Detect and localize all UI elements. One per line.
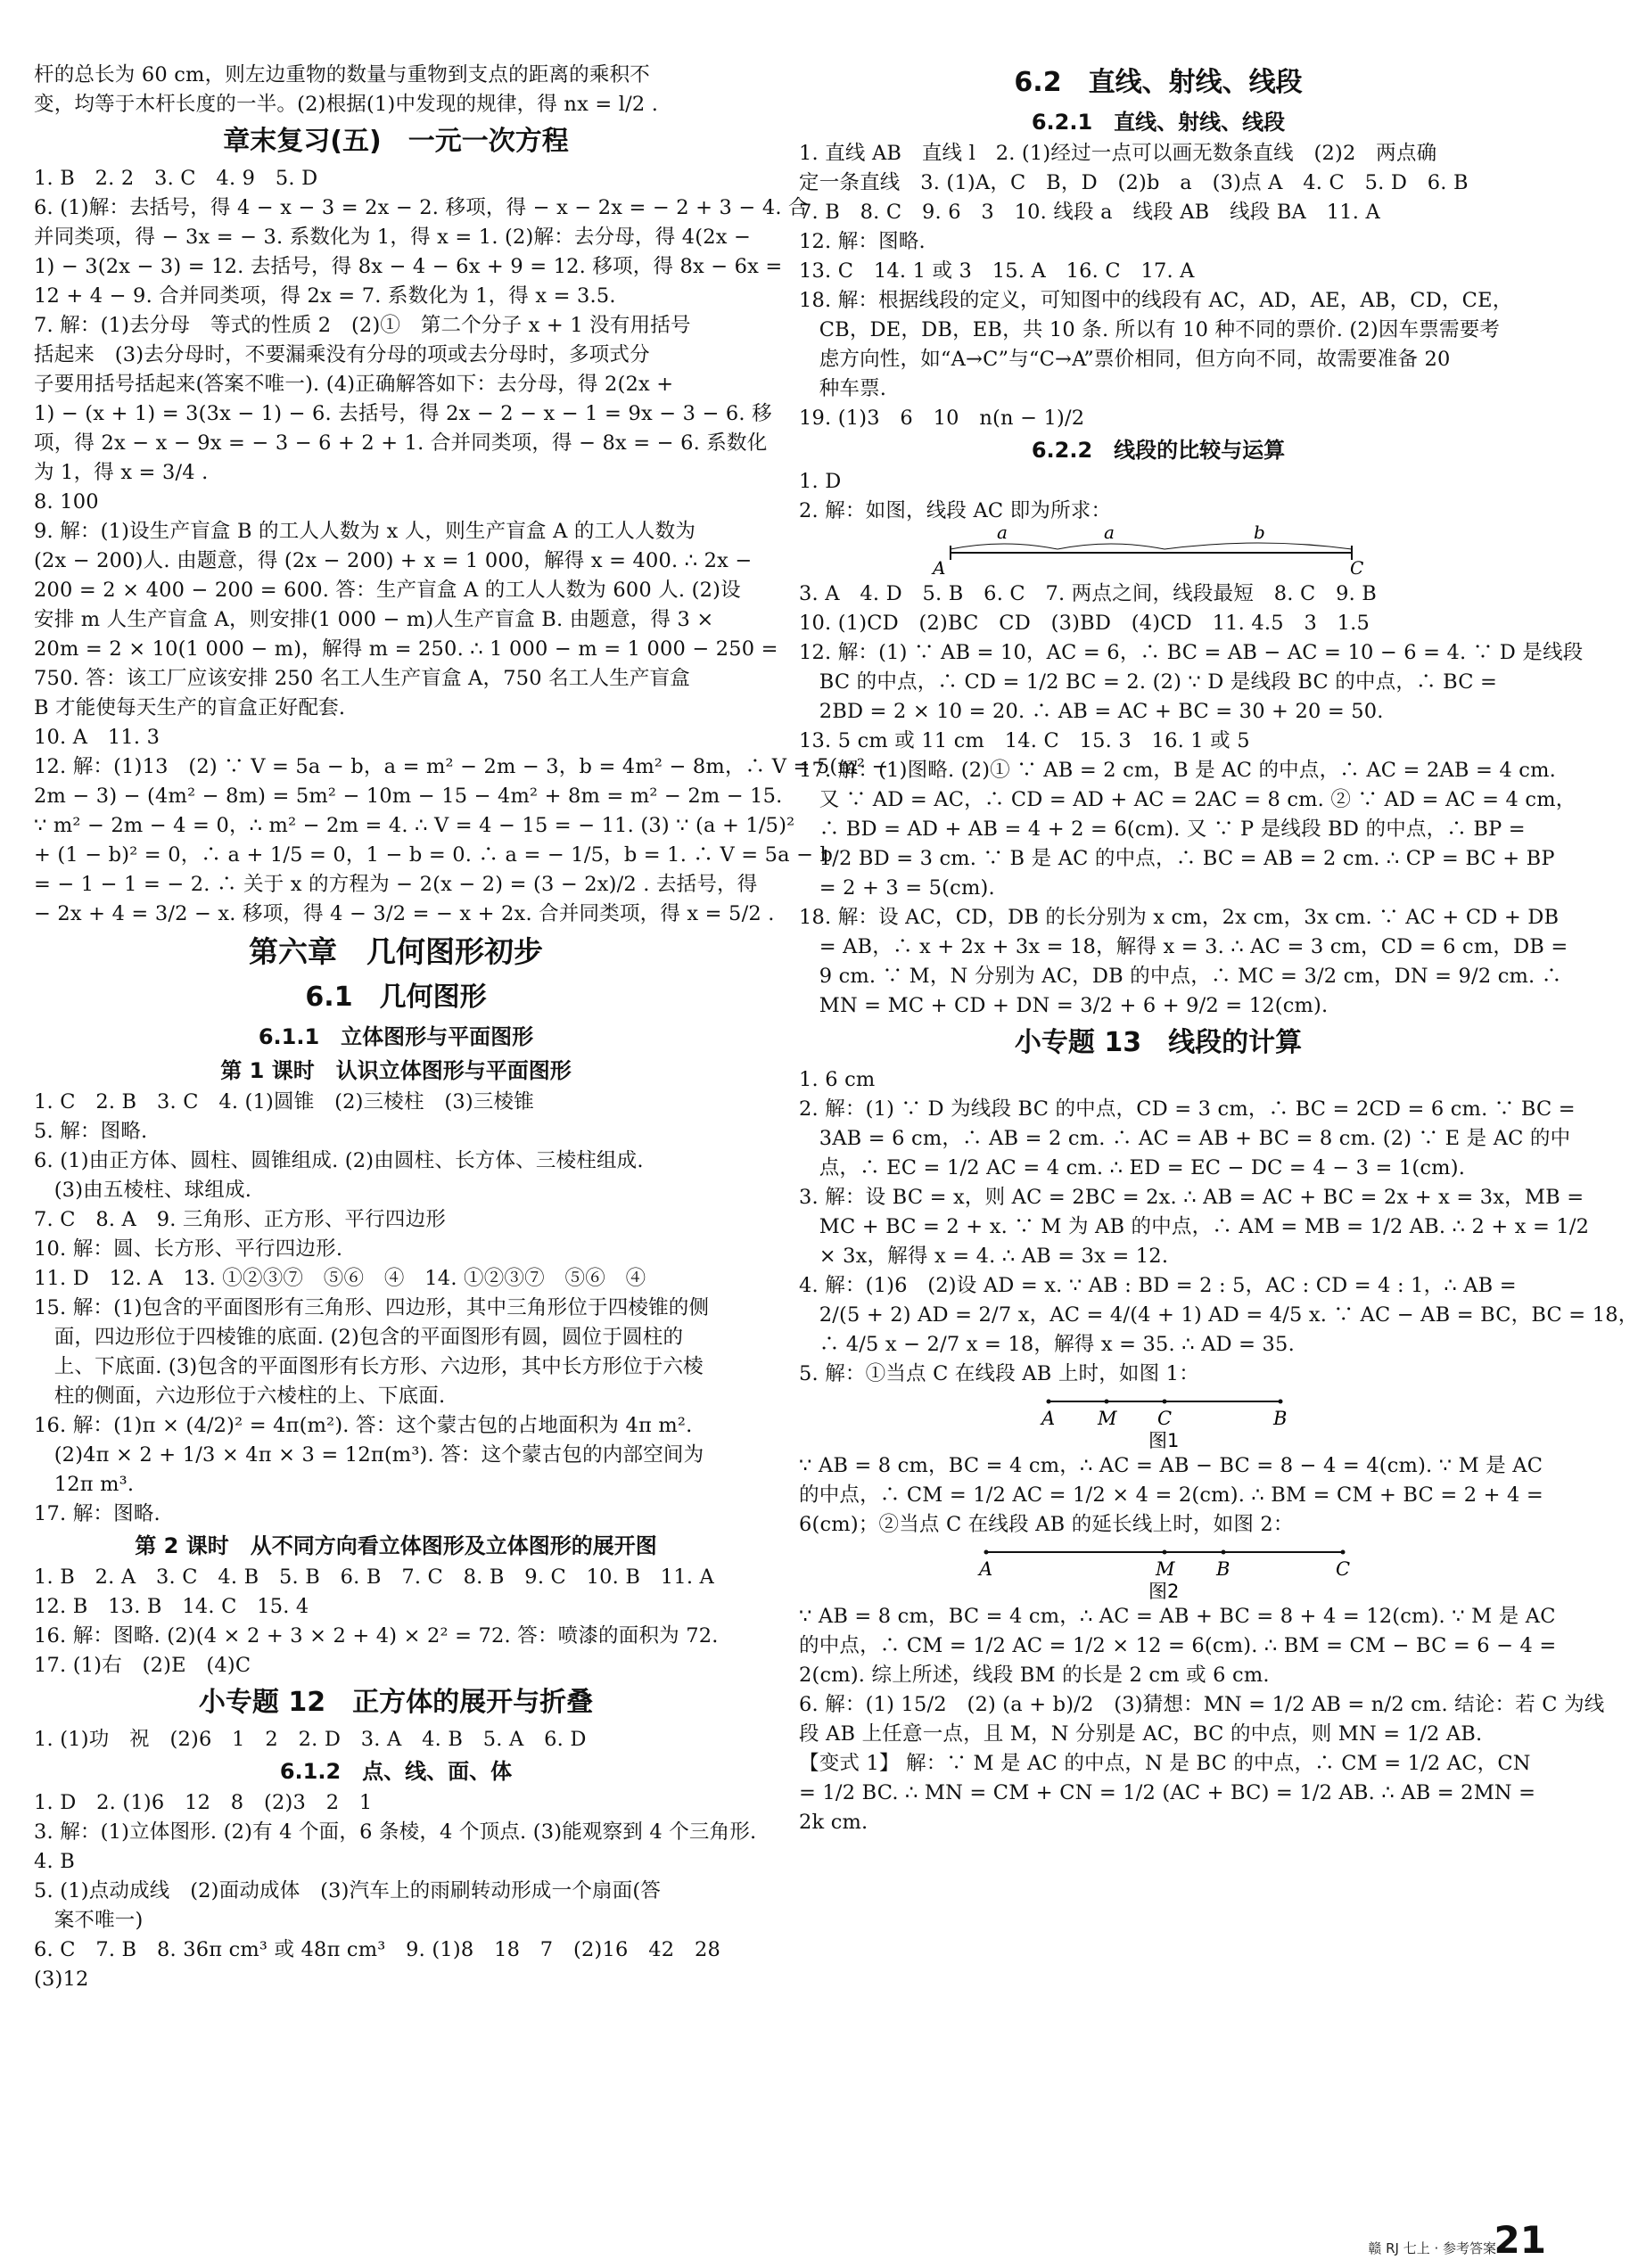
- text-line: 上、下底面. (3)包含的平面图形有长方形、六边形，其中长方形位于六棱: [34, 1355, 704, 1378]
- topic-13-block-c: [799, 1602, 1605, 1837]
- fig2-caption: 图2: [1148, 1581, 1180, 1602]
- text-line: 8. 100: [34, 490, 99, 514]
- label-length-a2: a: [1104, 522, 1115, 543]
- text-line: 案不唯一): [34, 1909, 144, 1932]
- text-line: 2k cm.: [799, 1811, 868, 1834]
- text-line: 子要用括号括起来(答案不唯一). (4)正确解答如下：去分母，得 2(2x +: [34, 373, 674, 396]
- text-line: 项，得 2x − x − 9x = − 3 − 6 + 2 + 1. 合并同类项，得 − 8x = − 6. 系数化: [34, 431, 768, 455]
- text-line: 5. (1)点动成线 (2)面动成体 (3)汽车上的雨刷转动形成一个扇面(答: [34, 1879, 662, 1902]
- section-6-2-1-title: 6.2.1 直线、射线、线段: [1031, 110, 1286, 135]
- label-length-a1: a: [997, 522, 1008, 543]
- text-line: ∵ AB = 8 cm，BC = 4 cm，∴ AC = AB − BC = 8 − 4 = 4(cm). ∵ M 是 AC: [799, 1454, 1543, 1477]
- text-line: 7. C 8. A 9. 三角形、正方形、平行四边形: [34, 1208, 447, 1231]
- figure-1: [799, 1389, 1518, 1451]
- text-line: 柱的侧面，六边形位于六棱柱的上、下底面.: [34, 1385, 446, 1408]
- text-line: MC + BC = 2 + x. ∵ M 为 AB 的中点，∴ AM = MB = 1/2 AB. ∴ 2 + x = 1/2: [799, 1215, 1590, 1238]
- footer-label: 赣 RJ 七上 · 参考答案: [1368, 2240, 1496, 2256]
- text-line: 3. A 4. D 5. B 6. C 7. 两点之间，线段最短 8. C 9. B: [799, 582, 1378, 605]
- section-6-2-2-block-b: [799, 579, 1584, 1021]
- text-line: 的中点，∴ CM = 1/2 AC = 1/2 × 12 = 6(cm). ∴ BM = CM − BC = 6 − 4 =: [799, 1634, 1557, 1657]
- text-line: 19. (1)3 6 10 n(n − 1)/2: [799, 407, 1085, 430]
- text-line: 5. 解：①当点 C 在线段 AB 上时，如图 1：: [799, 1362, 1199, 1385]
- text-line: 段 AB 上任意一点，且 M，N 分别是 AC，BC 的中点，则 MN = 1/2 AB.: [799, 1722, 1483, 1746]
- text-line: 1. C 2. B 3. C 4. (1)圆锥 (2)三棱柱 (3)三棱锥: [34, 1090, 534, 1113]
- text-line: BC 的中点，∴ CD = 1/2 BC = 2. (2) ∵ D 是线段 BC 的中点，∴ BC =: [799, 670, 1498, 694]
- lesson-2-block: [34, 1563, 758, 1680]
- fig2-label-c: C: [1336, 1558, 1351, 1580]
- text-line: 3AB = 6 cm，∴ AB = 2 cm. ∴ AC = AB + BC = 8 cm. (2) ∵ E 是 AC 的中: [799, 1127, 1571, 1150]
- figure-2: [799, 1540, 1518, 1602]
- text-line: 3. 解：(1)立体图形. (2)有 4 个面，6 条棱，4 个顶点. (3)能观察到 4 个三角形.: [34, 1820, 757, 1844]
- text-line: 1. 6 cm: [799, 1068, 876, 1091]
- fig1-label-a: A: [1041, 1408, 1056, 1429]
- text-line: B 才能使每天生产的盲盒正好配套.: [34, 696, 346, 719]
- text-line: 18. 解：根据线段的定义，可知图中的线段有 AC，AD，AE，AB，CD，CE，: [799, 289, 1513, 312]
- text-line: 安排 m 人生产盲盒 A，则安排(1 000 − m)人生产盲盒 B. 由题意，得 3 ×: [34, 608, 714, 631]
- section-6-2-1-block: [799, 139, 1518, 433]
- text-line: 面，四边形位于四棱锥的底面. (2)包含的平面图形有圆，圆位于圆柱的: [34, 1326, 684, 1349]
- page-number: 21: [1494, 2218, 1546, 2262]
- text-line: 为 1，得 x = 3/4 .: [34, 461, 209, 484]
- text-line: 2m − 3) − (4m² − 8m) = 5m² − 10m − 15 − 4m² + 8m = m² − 2m − 15.: [34, 785, 783, 808]
- fig1-point-b: [1279, 1400, 1283, 1404]
- figure-2-svg: [799, 1540, 1518, 1602]
- text-line: CB，DE，DB，EB，共 10 条. 所以有 10 种不同的票价. (2)因车票需要考: [799, 318, 1501, 341]
- text-line: 变，均等于木杆长度的一半。(2)根据(1)中发现的规律，得 nx = l/2 .: [34, 93, 659, 116]
- text-line: − 2x + 4 = 3/2 − x. 移项，得 4 − 3/2 = − x + 2x. 合并同类项，得 x = 5/2 .: [34, 902, 775, 925]
- fig2-point-c: [1341, 1550, 1346, 1555]
- segment-figure-ac-svg: [799, 522, 1518, 579]
- text-line: = − 1 − 1 = − 2. ∴ 关于 x 的方程为 − 2(x − 2) = (3 − 2x)/2 . 去括号，得: [34, 873, 758, 896]
- topic-13-block-a: [799, 1065, 1638, 1389]
- lesson-1-title: 第 1 课时 认识立体图形与平面图形: [220, 1058, 572, 1083]
- text-line: 20m = 2 × 10(1 000 − m)，解得 m = 250. ∴ 1 000 − m = 1 000 − 250 =: [34, 637, 778, 661]
- text-line: 虑方向性，如“A→C”与“C→A”票价相同，但方向不同，故需要准备 20: [799, 348, 1451, 371]
- text-line: 的中点，∴ CM = 1/2 AC = 1/2 × 4 = 2(cm). ∴ BM = CM + BC = 2 + 4 =: [799, 1483, 1543, 1507]
- text-line: 2. 解：(1) ∵ D 为线段 BC 的中点，CD = 3 cm，∴ BC = 2CD = 6 cm. ∵ BC =: [799, 1097, 1576, 1121]
- text-line: = 2 + 3 = 5(cm).: [799, 876, 995, 900]
- fig2-label-m: M: [1156, 1558, 1175, 1580]
- text-line: 1. D 2. (1)6 12 8 (2)3 2 1: [34, 1791, 373, 1814]
- text-line: 750. 答：该工厂应该安排 250 名工人生产盲盒 A，750 名工人生产盲盒: [34, 667, 690, 690]
- text-line: 13. 5 cm 或 11 cm 14. C 15. 3 16. 1 或 5: [799, 729, 1250, 752]
- text-line: ∴ 4/5 x − 2/7 x = 18，解得 x = 35. ∴ AD = 35.: [799, 1333, 1295, 1356]
- brace-a2: [1058, 544, 1165, 549]
- text-line: 12π m³.: [34, 1473, 135, 1496]
- text-line: 12 + 4 − 9. 合并同类项，得 2x = 7. 系数化为 1，得 x = 3.5.: [34, 284, 616, 308]
- brace-b: [1165, 543, 1352, 549]
- text-line: 1) − (x + 1) = 3(3x − 1) − 6. 去括号，得 2x − 2 − x − 1 = 9x − 3 − 6. 移: [34, 402, 772, 425]
- text-line: 13. C 14. 1 或 3 15. A 16. C 17. A: [799, 259, 1195, 283]
- topic-12-block: [34, 1725, 758, 1754]
- label-point-c: C: [1350, 557, 1364, 579]
- text-line: ∵ m² − 2m − 4 = 0，∴ m² − 2m = 4. ∴ V = 4 − 15 = − 11. (3) ∵ (a + 1/5)²: [34, 814, 795, 837]
- fig2-point-b: [1222, 1550, 1226, 1555]
- text-line: 【变式 1】 解：∵ M 是 AC 的中点，N 是 BC 的中点，∴ CM = 1/2 AC，CN: [799, 1752, 1531, 1775]
- segment-figure-ac: [799, 522, 1518, 579]
- text-line: 12. B 13. B 14. C 15. 4: [34, 1595, 309, 1618]
- text-line: 18. 解：设 AC，CD，DB 的长分别为 x cm，2x cm，3x cm. ∵ AC + CD + DB: [799, 906, 1560, 929]
- text-line: 11. D 12. A 13. ①②③⑦ ⑤⑥ ④ 14. ①②③⑦ ⑤⑥ ④: [34, 1267, 646, 1290]
- text-line: 2. 解：如图，线段 AC 即为所求：: [799, 499, 1112, 522]
- review-title: 章末复习(五) 一元一次方程: [223, 126, 569, 157]
- text-line: 种车票.: [799, 377, 887, 400]
- fig1-point-m: [1105, 1400, 1109, 1404]
- text-line: 9 cm. ∵ M，N 分别为 AC，DB 的中点，∴ MC = 3/2 cm，DN = 9/2 cm. ∴: [799, 965, 1562, 988]
- text-line: 杆的总长为 60 cm，则左边重物的数量与重物到支点的距离的乘积不: [34, 63, 650, 86]
- fig1-caption: 图1: [1148, 1430, 1180, 1451]
- text-line: 点，∴ EC = 1/2 AC = 4 cm. ∴ ED = EC − DC = 4 − 3 = 1(cm).: [799, 1156, 1466, 1179]
- right-column: [799, 61, 1638, 1837]
- text-line: 12. 解：图略.: [799, 230, 926, 253]
- text-line: 17. 解：(1)图略. (2)① ∵ AB = 2 cm，B 是 AC 的中点，∴ AC = 2AB = 4 cm.: [799, 759, 1556, 782]
- section-6-1-2-title: 6.1.2 点、线、面、体: [279, 1759, 513, 1784]
- topic-12-title: 小专题 12 正方体的展开与折叠: [198, 1687, 594, 1718]
- text-line: 9. 解：(1)设生产盲盒 B 的工人人数为 x 人，则生产盲盒 A 的工人人数为: [34, 520, 696, 543]
- text-line: (3)12: [34, 1968, 89, 1991]
- lesson-2-title: 第 2 课时 从不同方向看立体图形及立体图形的展开图: [135, 1533, 657, 1558]
- text-line: 12. 解：(1) ∵ AB = 10，AC = 6，∴ BC = AB − AC = 10 − 6 = 4. ∵ D 是线段: [799, 641, 1584, 664]
- fig2-point-a: [984, 1550, 989, 1555]
- section-6-1-2-block: [34, 1788, 758, 1994]
- text-line: 10. (1)CD (2)BC CD (3)BD (4)CD 11. 4.5 3 1.5: [799, 612, 1370, 635]
- section-6-2-2-block-a: [799, 467, 1518, 526]
- fig2-label-b: B: [1216, 1558, 1231, 1580]
- text-line: 17. 解：图略.: [34, 1502, 161, 1525]
- text-line: 又 ∵ AD = AC，∴ CD = AD + AC = 2AC = 8 cm. ② ∵ AD = AC = 4 cm，: [799, 788, 1576, 811]
- text-line: = AB，∴ x + 2x + 3x = 18，解得 x = 3. ∴ AC = 3 cm，CD = 6 cm，DB =: [799, 935, 1568, 958]
- text-line: 10. 解：圆、长方形、平行四边形.: [34, 1237, 343, 1261]
- text-line: 17. (1)右 (2)E (4)C: [34, 1654, 251, 1677]
- text-line: + (1 − b)² = 0，∴ a + 1/5 = 0，1 − b = 0. ∴ a = − 1/5，b = 1. ∴ V = 5a − b: [34, 843, 834, 867]
- text-line: 4. B: [34, 1850, 75, 1873]
- text-line: ∴ BD = AD + AB = 4 + 2 = 6(cm). 又 ∵ P 是线段 BD 的中点，∴ BP =: [799, 818, 1526, 841]
- text-line: 6. C 7. B 8. 36π cm³ 或 48π cm³ 9. (1)8 18 7 (2)16 42 28: [34, 1938, 720, 1961]
- fig2-point-m: [1163, 1550, 1167, 1555]
- figure-1-svg: [799, 1389, 1518, 1451]
- text-line: 1) − 3(2x − 3) = 12. 去括号，得 8x − 4 − 6x + 9 = 12. 移项，得 8x − 6x =: [34, 255, 783, 278]
- text-line: 并同类项，得 − 3x = − 3. 系数化为 1，得 x = 1. (2)解：去分母，得 4(2x −: [34, 226, 752, 249]
- text-line: × 3x，解得 x = 4. ∴ AB = 3x = 12.: [799, 1245, 1169, 1268]
- section-6-1-title: 6.1 几何图形: [305, 982, 487, 1013]
- text-line: 1/2 BD = 3 cm. ∵ B 是 AC 的中点，∴ BC = AB = 2 cm. ∴ CP = BC + BP: [799, 847, 1555, 870]
- text-line: 1. B 2. A 3. C 4. B 5. B 6. B 7. C 8. B 9. C 10. B 11. A: [34, 1565, 714, 1589]
- text-line: 10. A 11. 3: [34, 726, 161, 749]
- topic-13-title: 小专题 13 线段的计算: [1014, 1027, 1303, 1058]
- text-line: 1. 直线 AB 直线 l 2. (1)经过一点可以画无数条直线 (2)2 两点确: [799, 142, 1437, 165]
- text-line: 6. (1)解：去括号，得 4 − x − 3 = 2x − 2. 移项，得 − x − 2x = − 2 + 3 − 4. 合: [34, 196, 809, 219]
- brace-a1: [951, 544, 1058, 549]
- fig2-label-a: A: [979, 1558, 993, 1580]
- text-line: 16. 解：图略. (2)(4 × 2 + 3 × 2 + 4) × 2² = 72. 答：喷漆的面积为 72.: [34, 1624, 719, 1648]
- text-line: = 1/2 BC. ∴ MN = CM + CN = 1/2 (AC + BC) = 1/2 AB. ∴ AB = 2MN =: [799, 1781, 1536, 1804]
- label-point-a: A: [933, 557, 946, 579]
- text-line: 1. D: [799, 470, 842, 493]
- text-line: 200 = 2 × 400 − 200 = 600. 答：生产盲盒 A 的工人人数为 600 人. (2)设: [34, 579, 741, 602]
- text-line: 15. 解：(1)包含的平面图形有三角形、四边形，其中三角形位于四棱锥的侧: [34, 1296, 710, 1319]
- text-line: ∵ AB = 8 cm，BC = 4 cm，∴ AC = AB + BC = 8 + 4 = 12(cm). ∵ M 是 AC: [799, 1605, 1556, 1628]
- fig1-point-a: [1047, 1400, 1051, 1404]
- text-line: 1. B 2. 2 3. C 4. 9 5. D: [34, 167, 318, 190]
- topic-13-block-b: [799, 1451, 1543, 1540]
- text-line: 16. 解：(1)π × (4/2)² = 4π(m²). 答：这个蒙古包的占地面积为 4π m².: [34, 1414, 693, 1437]
- section-6-2-2-title: 6.2.2 线段的比较与运算: [1031, 438, 1286, 463]
- intro-block: [34, 61, 758, 119]
- chapter-title: 第六章 几何图形初步: [249, 934, 543, 969]
- fig1-label-m: M: [1098, 1408, 1117, 1429]
- text-line: 12. 解：(1)13 (2) ∵ V = 5a − b，a = m² − 2m − 3，b = 4m² − 8m，∴ V = 5(m² −: [34, 755, 889, 778]
- text-line: MN = MC + CD + DN = 3/2 + 6 + 9/2 = 12(cm).: [799, 994, 1329, 1017]
- text-line: 5. 解：图略.: [34, 1120, 148, 1143]
- text-line: 6. 解：(1) 15/2 (2) (a + b)/2 (3)猜想：MN = 1/2 AB = n/2 cm. 结论：若 C 为线: [799, 1693, 1605, 1716]
- section-6-1-1-title: 6.1.1 立体图形与平面图形: [258, 1024, 534, 1049]
- text-line: 7. 解：(1)去分母 等式的性质 2 (2)① 第二个分子 x + 1 没有用括号: [34, 314, 691, 337]
- text-line: 6(cm)；②当点 C 在线段 AB 的延长线上时，如图 2：: [799, 1513, 1294, 1536]
- text-line: (3)由五棱柱、球组成.: [34, 1179, 252, 1202]
- text-line: 2(cm). 综上所述，线段 BM 的长是 2 cm 或 6 cm.: [799, 1664, 1270, 1687]
- fig1-label-b: B: [1273, 1408, 1288, 1429]
- text-line: 2BD = 2 × 10 = 20. ∴ AB = AC + BC = 30 + 20 = 50.: [799, 700, 1384, 723]
- text-line: 7. B 8. C 9. 6 3 10. 线段 a 线段 AB 线段 BA 11. A: [799, 201, 1380, 224]
- text-line: 3. 解：设 BC = x，则 AC = 2BC = 2x. ∴ AB = AC + BC = 2x + x = 3x，MB =: [799, 1186, 1584, 1209]
- text-line: 2/(5 + 2) AD = 2/7 x，AC = 4/(4 + 1) AD = 4/5 x. ∵ AC − AB = BC，BC = 18，: [799, 1303, 1638, 1327]
- fig1-label-c: C: [1157, 1408, 1173, 1429]
- section-6-2-title: 6.2 直线、射线、线段: [1014, 67, 1303, 98]
- fig1-point-c: [1163, 1400, 1167, 1404]
- text-line: 6. (1)由正方体、圆柱、圆锥组成. (2)由圆柱、长方体、三棱柱组成.: [34, 1149, 644, 1172]
- text-line: (2)4π × 2 + 1/3 × 4π × 3 = 12π(m³). 答：这个蒙古包的内部空间为: [34, 1443, 704, 1467]
- text-line: 括起来 (3)去分母时，不要漏乘没有分母的项或去分母时，多项式分: [34, 343, 650, 366]
- lesson-1-block: [34, 1088, 758, 1529]
- label-length-b: b: [1254, 522, 1265, 543]
- text-line: (2x − 200)人. 由题意，得 (2x − 200) + x = 1 000，解得 x = 400. ∴ 2x −: [34, 549, 753, 572]
- text-line: 1. (1)功 祝 (2)6 1 2 2. D 3. A 4. B 5. A 6. D: [34, 1728, 587, 1751]
- text-line: 4. 解：(1)6 (2)设 AD = x. ∵ AB : BD = 2 : 5，AC : CD = 4 : 1，∴ AB =: [799, 1274, 1517, 1297]
- text-line: 定一条直线 3. (1)A，C B，D (2)b a (3)点 A 4. C 5. D 6. B: [799, 171, 1469, 194]
